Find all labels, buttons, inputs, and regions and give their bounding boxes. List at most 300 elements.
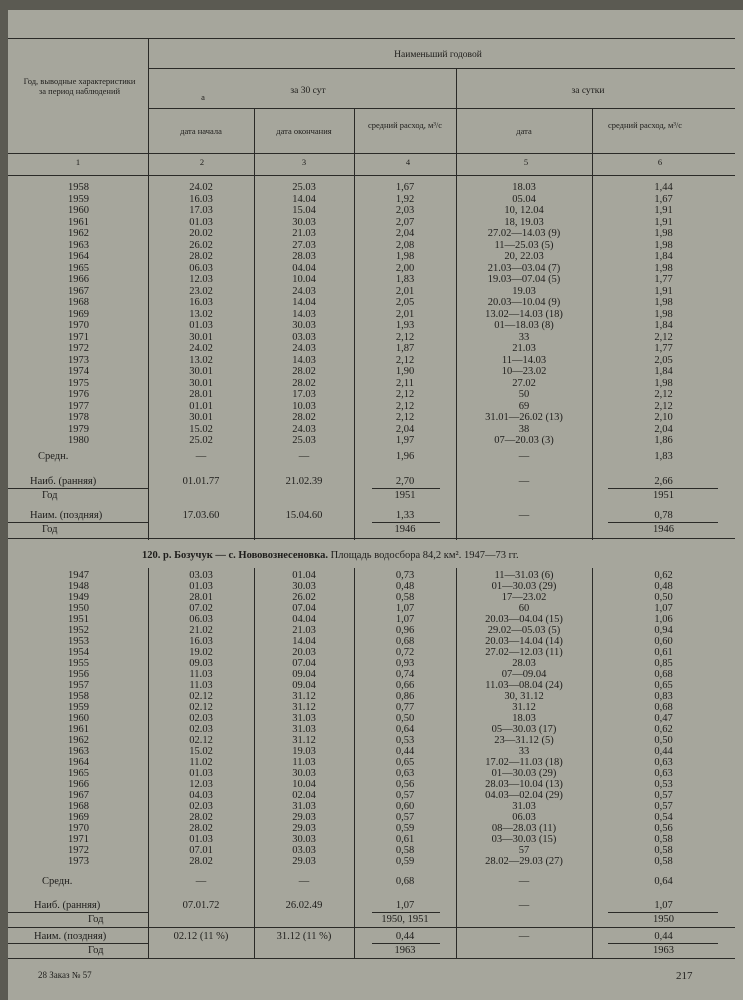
table-cell-flowday: 1,67 [654,193,673,205]
t1-avg-flow30: 1,96 [395,451,415,462]
table-cell-min-date: 20.03—14.04 (14) [485,636,563,647]
table-cell-end-date: 31.03 [292,801,316,812]
t1-avg-end: — [298,451,310,462]
col-number: 6 [657,157,663,167]
table-cell-start-date: 30.01 [189,331,213,343]
t2-min-flow30-rule [372,943,440,944]
table-cell-flowday: 0,68 [654,702,673,713]
col-number: 1 [75,157,81,167]
table-cell-flowday: 0,61 [654,647,673,658]
table-cell-flowday: 0,57 [654,790,673,801]
table-cell-end-date: 21.03 [292,625,316,636]
header-top-rule [8,38,735,39]
table-cell-min-date: 31.03 [512,801,536,812]
table-cell-flow30: 0,96 [395,625,415,636]
table-cell-end-date: 09.04 [292,680,316,691]
table-cell-year: 1975 [68,377,89,389]
table-cell-flowday: 1,06 [654,614,673,625]
table-cell-start-date: 21.02 [189,625,213,636]
table-cell-flowday: 0,63 [654,757,673,768]
table-cell-year: 1963 [68,239,89,251]
table-cell-flow30: 2,04 [395,228,415,239]
table-cell-flowday: 1,98 [654,308,673,320]
table-cell-flow30: 2,01 [395,285,415,297]
table-cell-end-date: 04.04 [292,262,316,274]
t1-min-label-rule [8,522,148,523]
t2-min-label-rule [8,943,148,944]
table-cell-flow30: 1,98 [395,251,415,262]
table-cell-year: 1956 [68,669,89,680]
header-group: Наименьший годовой [394,50,482,60]
t1-avg-flowday: 1,83 [654,451,673,462]
table-cell-min-date: 20, 22.03 [504,251,544,262]
table-cell-flowday: 0,60 [654,636,673,647]
table-cell-flow30: 1,87 [395,343,415,354]
table-cell-end-date: 04.04 [292,614,316,625]
table-cell-end-date: 31.03 [292,713,316,724]
header-vrule-4 [456,68,457,175]
t2-min-year-flow30: 1963 [394,945,416,956]
table-cell-flowday: 2,10 [654,412,673,423]
table-cell-start-date: 19.02 [189,647,213,658]
table-cell-end-date: 01.04 [292,570,316,581]
table-cell-min-date: 18, 19.03 [504,216,544,228]
table-cell-year: 1967 [68,790,89,801]
table-cell-year: 1970 [68,320,89,331]
table-cell-start-date: 24.02 [189,343,213,354]
table-cell-year: 1966 [68,274,89,285]
t2-avg-flow30: 0,68 [395,876,415,887]
t2-min-start: 02.12 (11 %) [173,931,229,942]
table-cell-year: 1968 [68,297,89,308]
table-cell-min-date: 33 [518,746,530,757]
t1-min-end: 15.04.60 [285,510,323,521]
t1-max-flowday: 2,66 [654,476,673,487]
t2-max-year-flow30: 1950, 1951 [381,914,429,925]
table-cell-year: 1978 [68,412,89,423]
table-cell-flowday: 1,84 [654,366,673,377]
table-cell-min-date: 19.03—07.04 (5) [487,274,561,285]
table-cell-end-date: 30.03 [292,320,316,331]
table-cell-end-date: 19.03 [292,746,316,757]
t2-min-flowday-rule [608,943,718,944]
t2-max-flow30: 1,07 [395,900,415,911]
table-cell-year: 1958 [68,182,89,193]
table-cell-year: 1969 [68,812,89,823]
t2-max-label: Наиб. (ранняя) [34,900,101,911]
col-number: 5 [523,157,529,167]
table-cell-min-date: 21.03—03.04 (7) [487,262,561,274]
col-number: 2 [199,157,205,167]
table-cell-year: 1977 [68,400,89,412]
table-cell-start-date: 02.03 [189,724,213,735]
table-cell-flowday: 0,54 [654,812,673,823]
table-cell-end-date: 15.04 [292,205,316,216]
table-cell-end-date: 27.03 [292,239,316,251]
table-cell-end-date: 26.02 [292,592,316,603]
table-cell-end-date: 30.03 [292,834,316,845]
t2-max-year-flowday: 1950 [653,914,674,925]
table-cell-year: 1949 [68,592,89,603]
table-cell-start-date: 28.01 [189,592,213,603]
table-cell-end-date: 29.03 [292,856,316,867]
table-cell-flow30: 0,66 [395,680,415,691]
header-col1: Год, выводные характеристики за период наблюдений [23,76,136,96]
table-cell-end-date: 20.03 [292,647,316,658]
table-cell-flow30: 1,07 [395,614,415,625]
table-cell-flowday: 1,98 [654,262,673,274]
table-cell-year: 1952 [68,625,89,636]
table-cell-end-date: 03.03 [292,331,316,343]
table-cell-start-date: 07.02 [189,603,213,614]
table-cell-min-date: 01—30.03 (29) [491,581,557,592]
t1-min-year-flowday: 1946 [653,524,674,535]
table-cell-start-date: 30.01 [189,366,213,377]
table-cell-min-date: 27.02—14.03 (9) [487,228,561,239]
table-cell-start-date: 03.03 [189,570,213,581]
table-cell-start-date: 02.12 [189,702,213,713]
table-cell-min-date: 27.02 [512,377,536,389]
table-cell-flowday: 1,84 [654,320,673,331]
table-cell-flowday: 2,12 [654,331,673,343]
table-cell-flow30: 0,74 [395,669,415,680]
table-cell-end-date: 14.04 [292,636,316,647]
table-cell-start-date: 01.01 [189,400,213,412]
table-cell-year: 1971 [68,834,89,845]
t1-max-year-flowday: 1951 [653,490,674,501]
table-cell-end-date: 02.04 [292,790,316,801]
header-vrule-5 [592,108,593,175]
table-cell-flowday: 1,91 [654,216,673,228]
table-cell-flow30: 2,12 [395,400,415,412]
table-cell-flowday: 0,65 [654,680,673,691]
table-cell-min-date: 29.02—05.03 (5) [487,625,561,636]
table-cell-flow30: 2,12 [395,331,415,343]
t1-max-year-label: Год [42,490,58,501]
table-cell-year: 1965 [68,262,89,274]
table-cell-start-date: 06.03 [189,614,213,625]
t2-max-date: — [518,900,530,911]
table-cell-min-date: 03—30.03 (15) [491,834,557,845]
table-cell-min-date: 01—30.03 (29) [491,768,557,779]
table-cell-min-date: 50 [518,389,530,400]
table-cell-end-date: 10.04 [292,779,316,790]
t1-min-label: Наим. (поздняя) [30,510,103,521]
t1-min-date: — [518,510,530,521]
table-cell-start-date: 01.03 [189,320,213,331]
table-cell-flow30: 2,07 [395,216,415,228]
t2-max-flow30-rule [372,912,440,913]
document-page [8,10,743,1000]
section-area: Площадь водосбора 84,2 км². 1947—73 гг. [330,550,519,561]
table-cell-start-date: 30.01 [189,377,213,389]
section-river: р. Бозучук — с. Нововознесеновка. [163,550,328,561]
table-cell-flow30: 1,97 [395,435,415,446]
table-cell-flow30: 0,58 [395,845,415,856]
table-cell-start-date: 02.03 [189,801,213,812]
table-cell-year: 1971 [68,331,89,343]
table-cell-flowday: 0,58 [654,856,673,867]
table-cell-year: 1948 [68,581,89,592]
table-cell-year: 1972 [68,845,89,856]
table-cell-year: 1969 [68,308,89,320]
table-cell-start-date: 28.02 [189,823,213,834]
table-cell-flowday: 0,63 [654,768,673,779]
table-cell-flow30: 1,07 [395,603,415,614]
table-cell-min-date: 05—30.03 (17) [491,724,557,735]
table-cell-end-date: 17.03 [292,389,316,400]
t1-min-year-label: Год [42,524,58,535]
table-cell-end-date: 07.04 [292,658,316,669]
table-cell-start-date: 16.03 [189,193,213,205]
table-cell-end-date: 24.03 [292,343,316,354]
t1-max-year-flow30: 1951 [394,490,416,501]
table-cell-year: 1961 [68,724,89,735]
table-cell-end-date: 14.03 [292,308,316,320]
table-cell-year: 1980 [68,435,89,446]
table-cell-year: 1974 [68,366,89,377]
table-cell-min-date: 10, 12.04 [504,205,544,216]
table-cell-flowday: 1,84 [654,251,673,262]
table-cell-year: 1955 [68,658,89,669]
header-group-rule [148,68,735,69]
table-cell-flow30: 0,65 [395,757,415,768]
t2-min-flowday: 0,44 [654,931,673,942]
table-cell-end-date: 03.03 [292,845,316,856]
table-cell-year: 1979 [68,423,89,435]
page-number: 217 [676,970,693,982]
table-cell-min-date: 28.03 [512,658,536,669]
table-cell-flowday: 0,57 [654,801,673,812]
table-cell-start-date: 28.01 [189,389,213,400]
table-cell-start-date: 26.02 [189,239,213,251]
table-cell-flowday: 1,86 [654,435,673,446]
table-cell-end-date: 28.02 [292,377,316,389]
table-cell-flowday: 1,77 [654,274,673,285]
table-cell-year: 1962 [68,735,89,746]
table-cell-flowday: 1,07 [654,603,673,614]
col-number: 3 [301,157,307,167]
t1-min-start: 17.03.60 [182,510,220,521]
table-cell-year: 1968 [68,801,89,812]
table-cell-min-date: 11.03—08.04 (24) [485,680,563,691]
table-cell-min-date: 27.02—12.03 (11) [485,647,563,658]
table-cell-start-date: 15.02 [189,746,213,757]
table-cell-flowday: 0,58 [654,834,673,845]
table-cell-flow30: 0,77 [395,702,415,713]
table-cell-flow30: 0,73 [395,570,415,581]
table-cell-min-date: 01—18.03 (8) [494,320,554,331]
header-flowday: средний расход, м³/с [607,120,683,130]
table-cell-flowday: 0,58 [654,845,673,856]
table-cell-start-date: 06.03 [189,262,213,274]
t1-min-flowday-rule [608,522,718,523]
table-cell-end-date: 30.03 [292,581,316,592]
table-cell-year: 1958 [68,691,89,702]
table-cell-min-date: 21.03 [512,343,536,354]
t1-avg-date: — [518,451,530,462]
table-cell-flow30: 0,61 [395,834,415,845]
table-cell-flow30: 0,48 [395,581,415,592]
header-mid-rule [8,153,735,154]
t2-avg-end: — [298,876,310,887]
table-cell-start-date: 28.02 [189,251,213,262]
table-cell-end-date: 07.04 [292,603,316,614]
header-flow30: средний расход, м³/с [367,120,443,130]
table-cell-year: 1966 [68,779,89,790]
t1-bottom-rule [8,538,735,539]
table-cell-flowday: 0,62 [654,724,673,735]
table-cell-flow30: 2,12 [395,354,415,366]
table-cell-end-date: 31.03 [292,724,316,735]
t1-avg-label: Средн. [38,451,69,462]
table-cell-start-date: 01.03 [189,834,213,845]
table-cell-start-date: 28.02 [189,812,213,823]
t2-max-bottom-rule [8,927,735,928]
table-cell-flowday: 1,91 [654,205,673,216]
table-cell-flow30: 1,92 [395,193,415,205]
t2-max-start: 07.01.72 [182,900,220,911]
table-cell-start-date: 07.01 [189,845,213,856]
table-cell-end-date: 24.03 [292,423,316,435]
t2-max-flowday-rule [608,912,718,913]
table-cell-year: 1973 [68,856,89,867]
table-cell-min-date: 18.03 [512,713,536,724]
header-sub-day: за сутки [571,86,605,96]
table-cell-flow30: 0,60 [395,801,415,812]
table-cell-min-date: 07—20.03 (3) [494,435,554,446]
table-cell-start-date: 04.03 [189,790,213,801]
table-cell-min-date: 08—28.03 (11) [491,823,557,834]
table-cell-year: 1962 [68,228,89,239]
table-cell-year: 1950 [68,603,89,614]
table-cell-start-date: 01.03 [189,216,213,228]
table-cell-start-date: 13.02 [189,308,213,320]
footer-order: 28 Заказ № 57 [38,970,92,980]
table-cell-start-date: 12.03 [189,779,213,790]
table-cell-flow30: 0,68 [395,636,415,647]
table-cell-start-date: 16.03 [189,297,213,308]
table-cell-end-date: 30.03 [292,216,316,228]
table-cell-year: 1954 [68,647,89,658]
table-cell-year: 1964 [68,757,89,768]
t2-min-year-label: Год [88,945,104,956]
table-cell-start-date: 02.12 [189,735,213,746]
table-cell-year: 1957 [68,680,89,691]
header-sub-a: а [201,92,205,102]
table-cell-start-date: 02.03 [189,713,213,724]
t1-max-flowday-rule [608,488,718,489]
table-cell-flowday: 0,68 [654,669,673,680]
table-cell-start-date: 25.02 [189,435,213,446]
table-cell-flow30: 0,64 [395,724,415,735]
table-cell-flowday: 1,98 [654,239,673,251]
t1-min-flow30: 1,33 [395,510,415,521]
table-cell-min-date: 31.12 [512,702,536,713]
table-cell-flowday: 0,56 [654,823,673,834]
header-vrule-2 [254,108,255,175]
t2-max-flowday: 1,07 [654,900,673,911]
table-cell-flow30: 0,50 [395,713,415,724]
header-sub-30: за 30 сут [290,86,326,96]
table-cell-flow30: 0,53 [395,735,415,746]
table-cell-year: 1961 [68,216,89,228]
table-cell-flow30: 1,83 [395,274,415,285]
header-vrule-3 [354,108,355,175]
table-cell-min-date: 13.02—14.03 (18) [485,308,563,320]
t2-min-date: — [518,931,530,942]
table-cell-end-date: 14.04 [292,193,316,205]
table-cell-end-date: 21.03 [292,228,316,239]
table-cell-flow30: 2,01 [395,308,415,320]
table-cell-flow30: 2,12 [395,389,415,400]
t1-max-label: Наиб. (ранняя) [30,476,97,487]
table-cell-min-date: 20.03—04.04 (15) [485,614,563,625]
section-number: 120. [142,550,161,561]
t2-min-label: Наим. (поздняя) [34,931,107,942]
table-cell-end-date: 29.03 [292,812,316,823]
t2-max-end: 26.02.49 [285,900,323,911]
table-cell-start-date: 24.02 [189,182,213,193]
t1-min-flowday: 0,78 [654,510,673,521]
table-cell-year: 1964 [68,251,89,262]
table-cell-end-date: 28.03 [292,251,316,262]
t2-avg-date: — [518,876,530,887]
table-cell-end-date: 29.03 [292,823,316,834]
table-cell-flow30: 1,67 [395,182,415,193]
table-cell-start-date: 17.03 [189,205,213,216]
table-cell-min-date: 06.03 [512,812,536,823]
table-cell-start-date: 09.03 [189,658,213,669]
t1-max-end: 21.02.39 [285,476,323,487]
table-cell-end-date: 10.03 [292,400,316,412]
table-cell-min-date: 19.03 [512,285,536,297]
table-cell-flow30: 0,63 [395,768,415,779]
table-cell-start-date: 28.02 [189,856,213,867]
t1-max-flow30: 2,70 [395,476,415,487]
table-cell-flow30: 0,59 [395,856,415,867]
table-cell-min-date: 31.01—26.02 (13) [485,412,563,423]
table-cell-end-date: 28.02 [292,412,316,423]
table-cell-end-date: 25.03 [292,182,316,193]
table-cell-min-date: 23—31.12 (5) [494,735,554,746]
table-cell-flow30: 0,44 [395,746,415,757]
table-cell-min-date: 04.03—02.04 (29) [485,790,563,801]
table-cell-flow30: 0,72 [395,647,415,658]
t1-max-start: 01.01.77 [182,476,220,487]
table-cell-min-date: 18.03 [512,182,536,193]
table-cell-flow30: 2,12 [395,412,415,423]
table-cell-min-date: 17.02—11.03 (18) [485,757,563,768]
t2-max-label-rule [8,912,148,913]
table-cell-flow30: 0,57 [395,812,415,823]
table-cell-min-date: 10—23.02 [501,366,547,377]
table-cell-flowday: 2,12 [654,389,673,400]
table-cell-year: 1953 [68,636,89,647]
table-cell-flowday: 0,50 [654,592,673,603]
table-cell-end-date: 28.02 [292,366,316,377]
table-cell-flow30: 0,93 [395,658,415,669]
table-cell-year: 1976 [68,389,89,400]
table-cell-start-date: 15.02 [189,423,213,435]
table-cell-year: 1963 [68,746,89,757]
table-cell-year: 1967 [68,285,89,297]
table-cell-year: 1959 [68,193,89,205]
table-cell-flowday: 0,94 [654,625,673,636]
table-cell-end-date: 31.12 [292,702,316,713]
table-cell-start-date: 30.01 [189,412,213,423]
table-cell-min-date: 11—31.03 (6) [494,570,554,581]
